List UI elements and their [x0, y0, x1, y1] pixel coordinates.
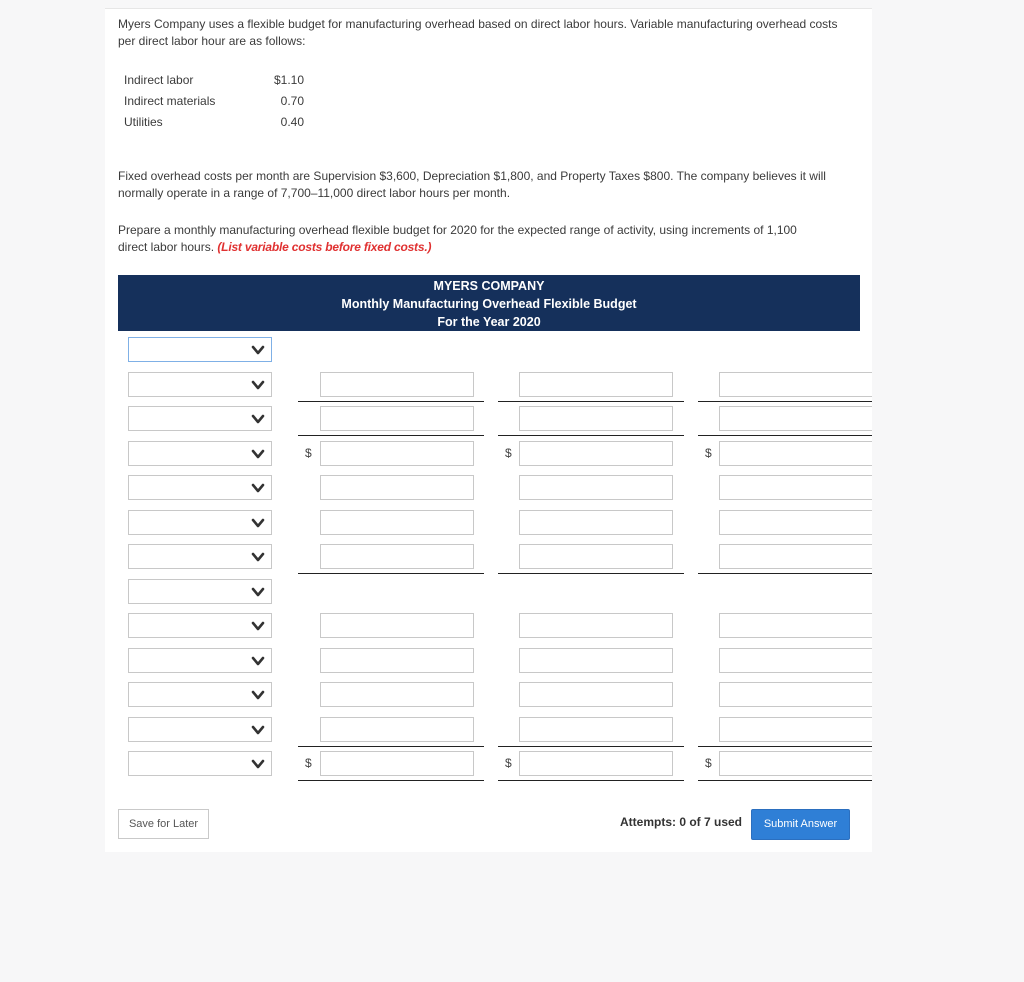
line-item-select[interactable]	[128, 613, 272, 638]
chevron-down-icon	[251, 481, 265, 495]
dollar-sign: $	[505, 756, 512, 770]
budget-row	[105, 437, 872, 471]
amount-input-col-3[interactable]	[719, 682, 872, 707]
line-item-select[interactable]	[128, 717, 272, 742]
chevron-down-icon	[251, 688, 265, 702]
line-item-select[interactable]	[128, 475, 272, 500]
amount-input-col-1[interactable]	[320, 613, 474, 638]
chevron-down-icon	[251, 378, 265, 392]
amount-input-col-2[interactable]	[519, 751, 673, 776]
amount-input-col-3[interactable]	[719, 717, 872, 742]
column-rule	[698, 780, 872, 781]
cost-amount: $1.10	[273, 73, 304, 87]
dollar-sign: $	[705, 445, 712, 460]
budget-row	[105, 575, 872, 609]
chevron-down-icon	[251, 447, 265, 461]
amount-input-col-3[interactable]	[719, 544, 872, 569]
line-item-select[interactable]	[128, 337, 272, 362]
line-item-select[interactable]	[128, 682, 272, 707]
budget-row	[105, 540, 872, 574]
amount-input-col-1[interactable]	[320, 372, 474, 397]
line-item-select[interactable]	[128, 406, 272, 431]
save-for-later-button[interactable]: Save for Later	[118, 809, 209, 839]
budget-row	[105, 402, 872, 436]
cost-label: Utilities	[124, 115, 163, 129]
chevron-down-icon	[251, 723, 265, 737]
amount-input-col-3[interactable]	[719, 475, 872, 500]
amount-input-col-2[interactable]	[519, 682, 673, 707]
column-rule	[698, 401, 872, 402]
amount-input-col-3[interactable]	[719, 613, 872, 638]
column-rule	[298, 401, 484, 402]
amount-input-col-1[interactable]	[320, 406, 474, 431]
dollar-sign: $	[505, 445, 512, 460]
cost-label: Indirect labor	[124, 73, 194, 87]
budget-row	[105, 506, 872, 540]
line-item-select[interactable]	[128, 372, 272, 397]
chevron-down-icon	[251, 343, 265, 357]
amount-input-col-1[interactable]	[320, 682, 474, 707]
amount-input-col-2[interactable]	[519, 544, 673, 569]
line-item-select[interactable]	[128, 544, 272, 569]
amount-input-col-2[interactable]	[519, 510, 673, 535]
column-rule	[498, 401, 684, 402]
amount-input-col-3[interactable]	[719, 372, 872, 397]
amount-input-col-3[interactable]	[719, 648, 872, 673]
amount-input-col-3[interactable]	[719, 510, 872, 535]
amount-input-col-2[interactable]	[519, 648, 673, 673]
line-item-select[interactable]	[128, 510, 272, 535]
amount-input-col-1[interactable]	[320, 717, 474, 742]
budget-header	[118, 275, 860, 331]
budget-title: Monthly Manufacturing Overhead Flexible Budget	[341, 297, 637, 311]
amount-input-col-1[interactable]	[320, 475, 474, 500]
amount-input-col-3[interactable]	[719, 751, 872, 776]
budget-row	[105, 678, 872, 712]
line-item-select[interactable]	[128, 648, 272, 673]
amount-input-col-2[interactable]	[519, 717, 673, 742]
chevron-down-icon	[251, 412, 265, 426]
chevron-down-icon	[251, 550, 265, 564]
dollar-sign: $	[305, 756, 312, 770]
chevron-down-icon	[251, 757, 265, 771]
chevron-down-icon	[251, 654, 265, 668]
budget-row	[105, 609, 872, 643]
column-rule	[498, 780, 684, 781]
cost-label: Indirect materials	[124, 94, 216, 108]
cost-amount: 0.70	[280, 94, 304, 108]
budget-row	[105, 333, 872, 367]
submit-answer-button[interactable]: Submit Answer	[751, 809, 850, 840]
amount-input-col-1[interactable]	[320, 648, 474, 673]
chevron-down-icon	[251, 516, 265, 530]
budget-period: For the Year 2020	[437, 315, 541, 329]
line-item-select[interactable]	[128, 751, 272, 776]
budget-row	[105, 471, 872, 505]
amount-input-col-2[interactable]	[519, 441, 673, 466]
amount-input-col-3[interactable]	[719, 406, 872, 431]
instruction: Prepare a monthly manufacturing overhead flexible budget for 2020 for the expected range of activity, using increments of 1,100 direct labor hours.	[118, 223, 797, 254]
dollar-sign: $	[705, 756, 712, 770]
budget-row	[105, 644, 872, 678]
chevron-down-icon	[251, 619, 265, 633]
amount-input-col-2[interactable]	[519, 406, 673, 431]
amount-input-col-1[interactable]	[320, 751, 474, 776]
fixed-costs-text: Fixed overhead costs per month are Supervision $3,600, Depreciation $1,800, and Property Taxes $800. The company believes it will normally operate in a range of 7,700–11,000 direct labor hours per month.	[118, 169, 826, 200]
budget-row	[105, 747, 872, 781]
line-item-select[interactable]	[128, 441, 272, 466]
cost-amount: 0.40	[280, 115, 304, 129]
chevron-down-icon	[251, 585, 265, 599]
instruction-text	[118, 222, 808, 256]
budget-row	[105, 713, 872, 747]
amount-input-col-1[interactable]	[320, 544, 474, 569]
problem-intro: Myers Company uses a flexible budget for manufacturing overhead based on direct labor hours. Variable manufacturing overhead costs per direct labor hour are as follows:	[118, 17, 838, 48]
amount-input-col-3[interactable]	[719, 441, 872, 466]
column-rule	[298, 780, 484, 781]
company-name: MYERS COMPANY	[433, 279, 545, 293]
attempts-counter: Attempts: 0 of 7 used	[620, 815, 743, 829]
question-card	[105, 8, 872, 852]
budget-row	[105, 368, 872, 402]
amount-input-col-1[interactable]	[320, 441, 474, 466]
amount-input-col-2[interactable]	[519, 372, 673, 397]
amount-input-col-2[interactable]	[519, 613, 673, 638]
amount-input-col-1[interactable]	[320, 510, 474, 535]
amount-input-col-2[interactable]	[519, 475, 673, 500]
dollar-sign: $	[305, 445, 312, 460]
line-item-select[interactable]	[128, 579, 272, 604]
instruction-hint: (List variable costs before fixed costs.)	[217, 240, 432, 254]
